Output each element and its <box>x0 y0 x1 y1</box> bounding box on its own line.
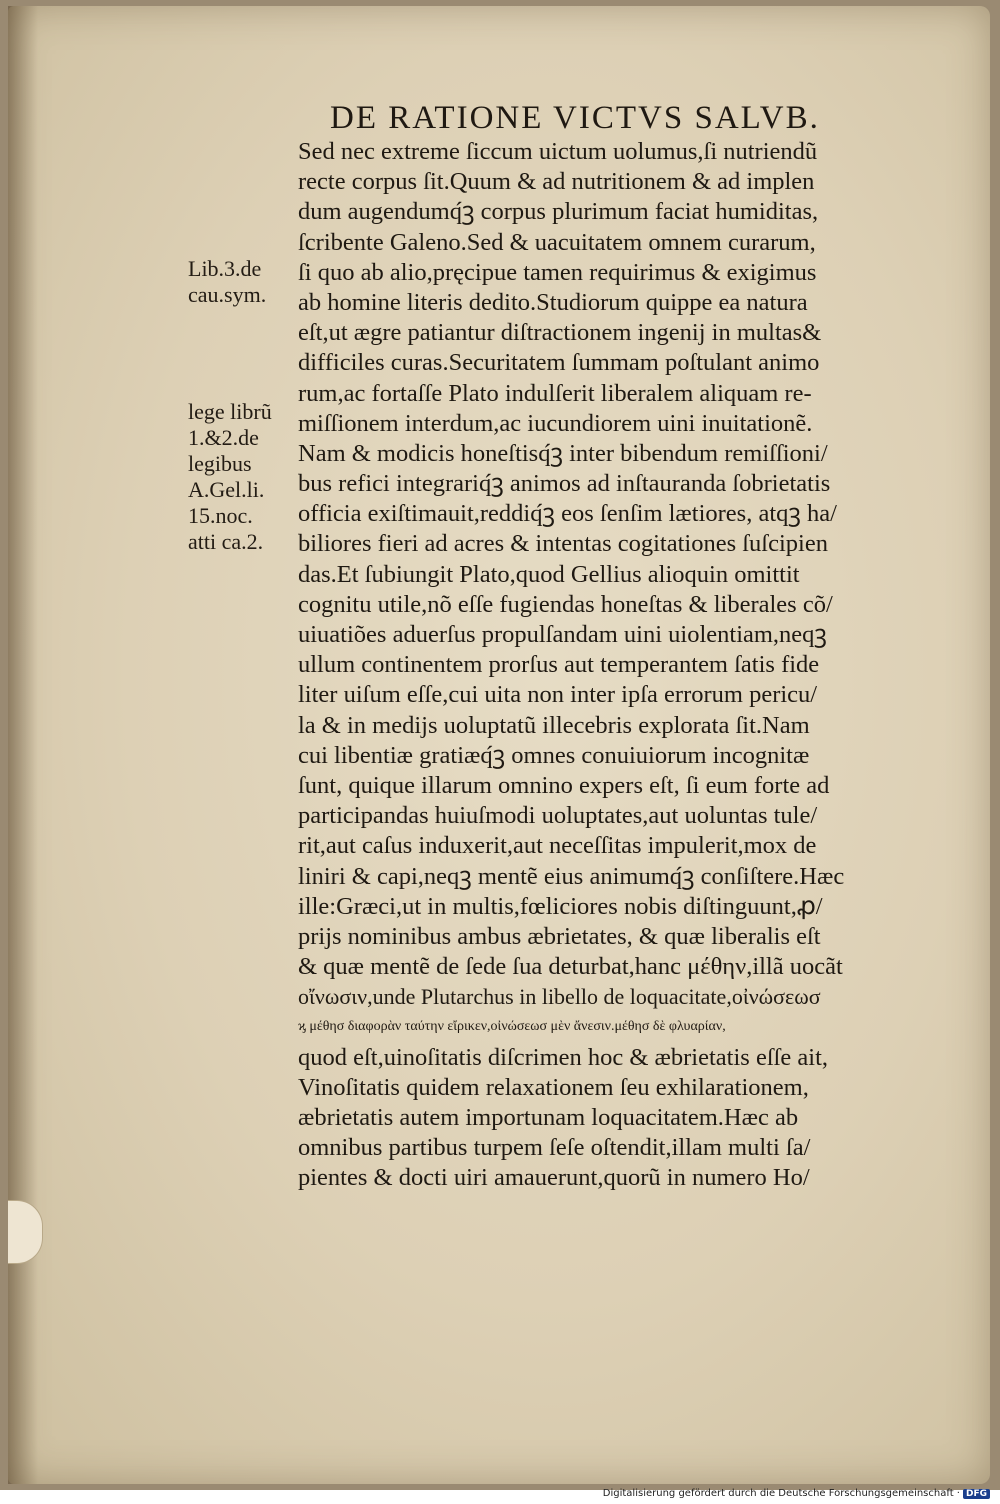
text-line: rit,aut caſus induxerit,aut neceſſitas impulerit,mox de <box>298 832 817 860</box>
text-line: participandas huiuſmodi uoluptates,aut uoluntas tule/ <box>298 802 818 830</box>
text-line: æbrietatis autem importunam loquacitatem.Hæc ab <box>298 1104 799 1131</box>
margin-note-line: lege librũ <box>188 399 272 424</box>
margin-note-line: cau.sym. <box>188 282 267 307</box>
text-line: bus refici integrariq́ꝫ animos ad inſtauranda ſobrietatis <box>298 470 831 498</box>
text-line: pientes & docti uiri amauerunt,quorũ in numero Ho/ <box>298 1164 810 1192</box>
text-line: liniri & capi,neqꝫ mentẽ eius animumq́ꝫ conſiſtere.Hæc <box>298 862 845 890</box>
text-line: uiuatiões aduerſus propulſandam uini uiolentiam,neqꝫ <box>298 621 827 648</box>
body-text <box>298 137 938 1194</box>
margin-note-line: A.Gel.li. <box>188 477 265 502</box>
margin-note-line: atti ca.2. <box>188 529 264 554</box>
text-line: liter uiſum eſſe,cui uita non inter ipſa errorum pericu/ <box>298 681 818 709</box>
text-line: recte corpus ſit.Quum & ad nutritionem & ad implen <box>298 168 815 196</box>
text-line: cognitu utile,nõ eſſe fugiendas honeſtas & liberales cõ/ <box>298 590 833 618</box>
margin-note-line: 15.noc. <box>188 503 253 528</box>
running-head: DE RATIONE VICTVS SALVB. <box>330 100 820 136</box>
dfg-logo-icon: DFG <box>963 1489 990 1499</box>
text-line: Nam & modicis honeſtisq́ꝫ inter bibendum remiſſioni/ <box>298 439 828 467</box>
text-line: ab homine literis dedito.Studiorum quippe ea natura <box>298 288 808 316</box>
text-line: dum augendumq́ꝫ corpus plurimum faciat humiditas, <box>298 198 819 226</box>
text-line: omnibus partibus turpem ſeſe oſtendit,illam multi ſa/ <box>298 1134 811 1162</box>
text-line: officia exiſtimauit,reddiq́ꝫ eos ſenſim lætiores, atqꝫ ha/ <box>298 500 837 528</box>
text-line: ſcribente Galeno.Sed & uacuitatem omnem curarum, <box>298 228 816 256</box>
text-line: ullum continentem prorſus aut temperantem ſatis fide <box>298 651 820 679</box>
text-line: das.Et ſubiungit Plato,quod Gellius alioquin omittit <box>298 560 800 588</box>
margin-note-line: Lib.3.de <box>188 256 262 281</box>
margin-note-line: legibus <box>188 451 252 476</box>
text-line: ſunt, quique illarum omnino expers eſt, ſi eum forte ad <box>298 771 830 799</box>
text-line: biliores fieri ad acres & intentas cogitationes ſuſcipien <box>298 530 828 558</box>
text-line: la & in medijs uoluptatũ illecebris explorata ſit.Nam <box>298 711 810 739</box>
text-line: Vinoſitatis quidem relaxationem ſeu exhilarationem, <box>298 1073 809 1101</box>
text-line: prijs nominibus ambus æbrietates, & quæ liberalis eſt <box>298 922 821 950</box>
text-line: ſi quo ab alio,pręcipue tamen requirimus & exigimus <box>298 258 817 286</box>
text-line: miſſionem interdum,ac iucundiorem uini inuitationẽ. <box>298 409 813 437</box>
text-line: & quæ mentẽ de ſede ſua deturbat,hanc μέθην,illã uocãt <box>298 953 843 981</box>
footer-credit <box>603 1488 990 1499</box>
text-line: quod eſt,uinoſitatis diſcrimen hoc & æbrietatis eſſe ait, <box>298 1043 829 1071</box>
margin-note-2 <box>188 399 300 555</box>
text-line: ϗ μέθησ διαφορὰν ταύτην εἴρικεν,οἰνώσεωσ μὲν ἄνεσιν.μέθησ δὲ φλυαρίαν, <box>298 1019 726 1035</box>
text-line: eſt,ut ægre patiantur diſtractionem ingenij in multas& <box>298 319 822 347</box>
margin-note-line: 1.&2.de <box>188 425 259 450</box>
margin-note-1 <box>188 256 300 308</box>
text-line: ille:Græci,ut in multis,fœliciores nobis diſtinguunt,ꝓ/ <box>298 892 823 920</box>
text-line: rum,ac fortaſſe Plato indulſerit liberalem aliquam re- <box>298 379 812 407</box>
text-line: οἴνωσιν,unde Plutarchus in libello de loquacitate,οἰνώσεωσ <box>298 984 821 1010</box>
text-line: cui libentiæ gratiæq́ꝫ omnes conuiuiorum incognitæ <box>298 741 810 769</box>
text-line: Sed nec extreme ſiccum uictum uolumus,ſi nutriendũ <box>298 138 818 165</box>
text-line: difficiles curas.Securitatem ſummam poſtulant animo <box>298 349 820 377</box>
footer-credit-text: Digitalisierung gefördert durch die Deutsche Forschungsgemeinschaft · <box>602 1488 960 1499</box>
